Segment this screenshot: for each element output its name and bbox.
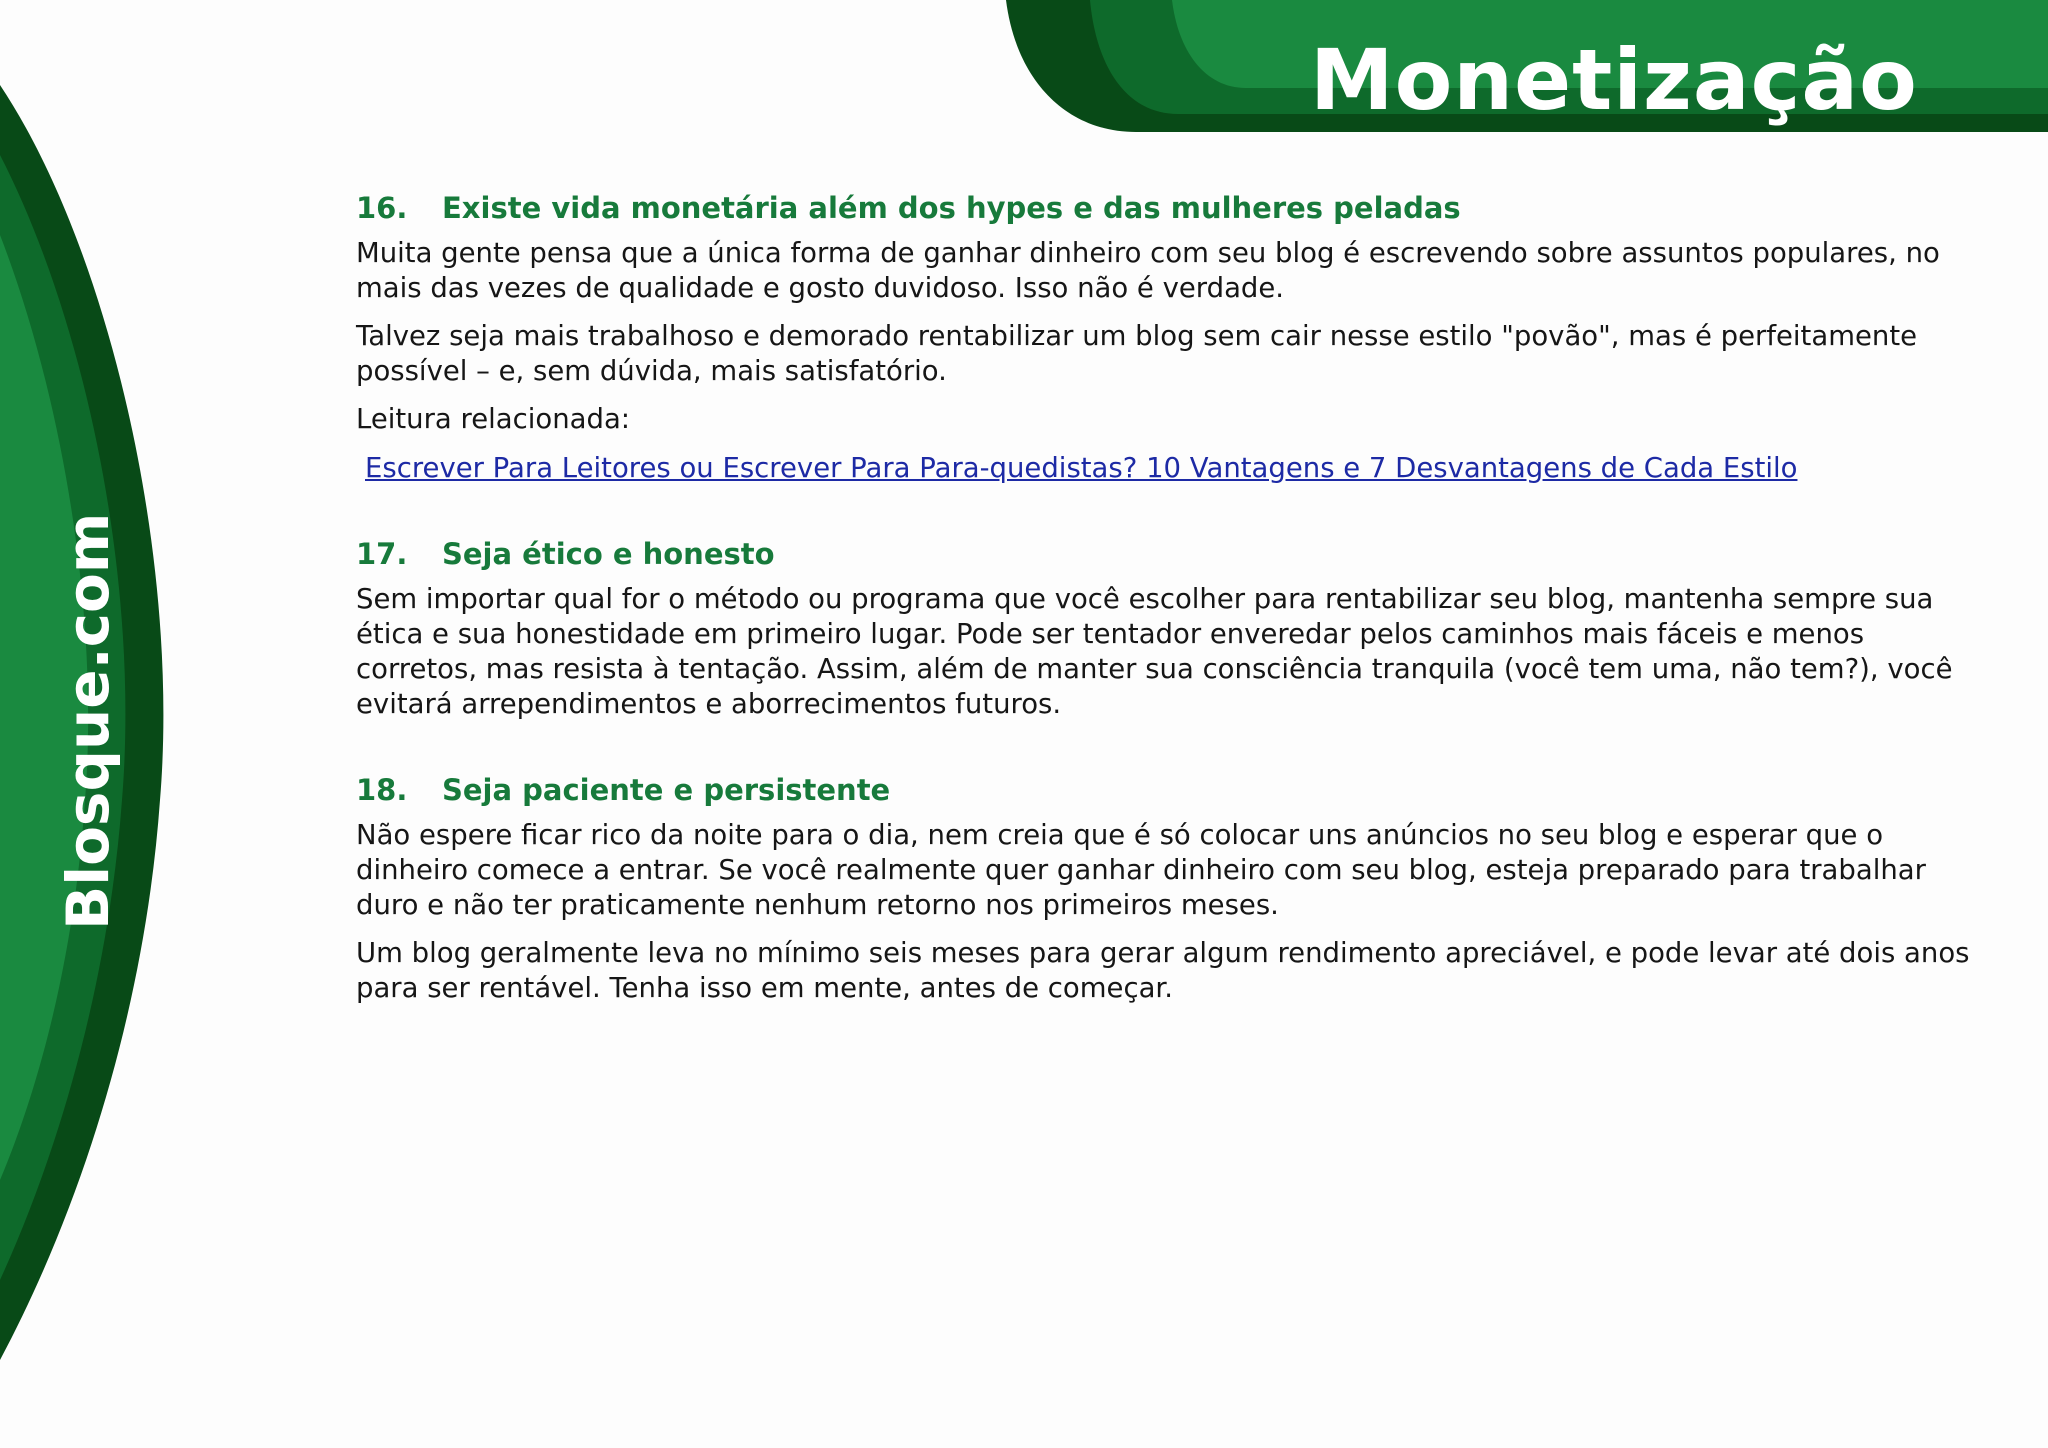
paragraph: Não espere ficar rico da noite para o dia, nem creia que é só colocar uns anúncios no seu blog e esperar que o dinheiro comece a entrar. Se você realmente quer ganhar dinheiro com seu blog, esteja preparado para trabalhar duro e não ter praticamente nenhum retorno nos primeiros meses. [356, 819, 1926, 921]
brand-logo-text: Blosque.com [54, 512, 122, 930]
section-title: Seja paciente e persistente [442, 773, 891, 807]
section-heading [356, 772, 1976, 808]
paragraph: Sem importar qual for o método ou programa que você escolher para rentabilizar seu blog, mantenha sempre sua ética e sua honestidade em primeiro lugar. Pode ser tentador enveredar pelos caminhos mais fáceis e menos corretos, mas resista à tentação. Assim, além de manter sua consciência tranquila (você tem uma, não tem?), você evitará arrependimentos e aborrecimentos futuros. [356, 583, 1953, 720]
related-article-link[interactable]: Escrever Para Leitores ou Escrever Para Para-quedistas? 10 Vantagens e 7 Desvantagens de Cada Estilo [365, 452, 1798, 484]
related-reading-label: Leitura relacionada: [356, 403, 631, 435]
section-title: Existe vida monetária além dos hypes e das mulheres peladas [442, 191, 1461, 225]
main-content [356, 190, 1976, 1056]
paragraph: Um blog geralmente leva no mínimo seis meses para gerar algum rendimento apreciável, e pode levar até dois anos para ser rentável. Tenha isso em mente, antes de começar. [356, 937, 1970, 1004]
section-title: Seja ético e honesto [442, 537, 775, 571]
section-heading [356, 536, 1976, 572]
section-heading [356, 190, 1976, 226]
section-17 [356, 536, 1976, 722]
section-number: 18. [356, 773, 408, 807]
page-title: Monetização [1310, 31, 1918, 129]
section-18 [356, 772, 1976, 1006]
paragraph: Talvez seja mais trabalhoso e demorado rentabilizar um blog sem cair nesse estilo "povão", mas é perfeitamente possível – e, sem dúvida, mais satisfatório. [356, 320, 1918, 387]
section-16 [356, 190, 1976, 486]
section-number: 17. [356, 537, 408, 571]
section-number: 16. [356, 191, 408, 225]
paragraph: Muita gente pensa que a única forma de ganhar dinheiro com seu blog é escrevendo sobre assuntos populares, no mais das vezes de qualidade e gosto duvidoso. Isso não é verdade. [356, 237, 1940, 304]
